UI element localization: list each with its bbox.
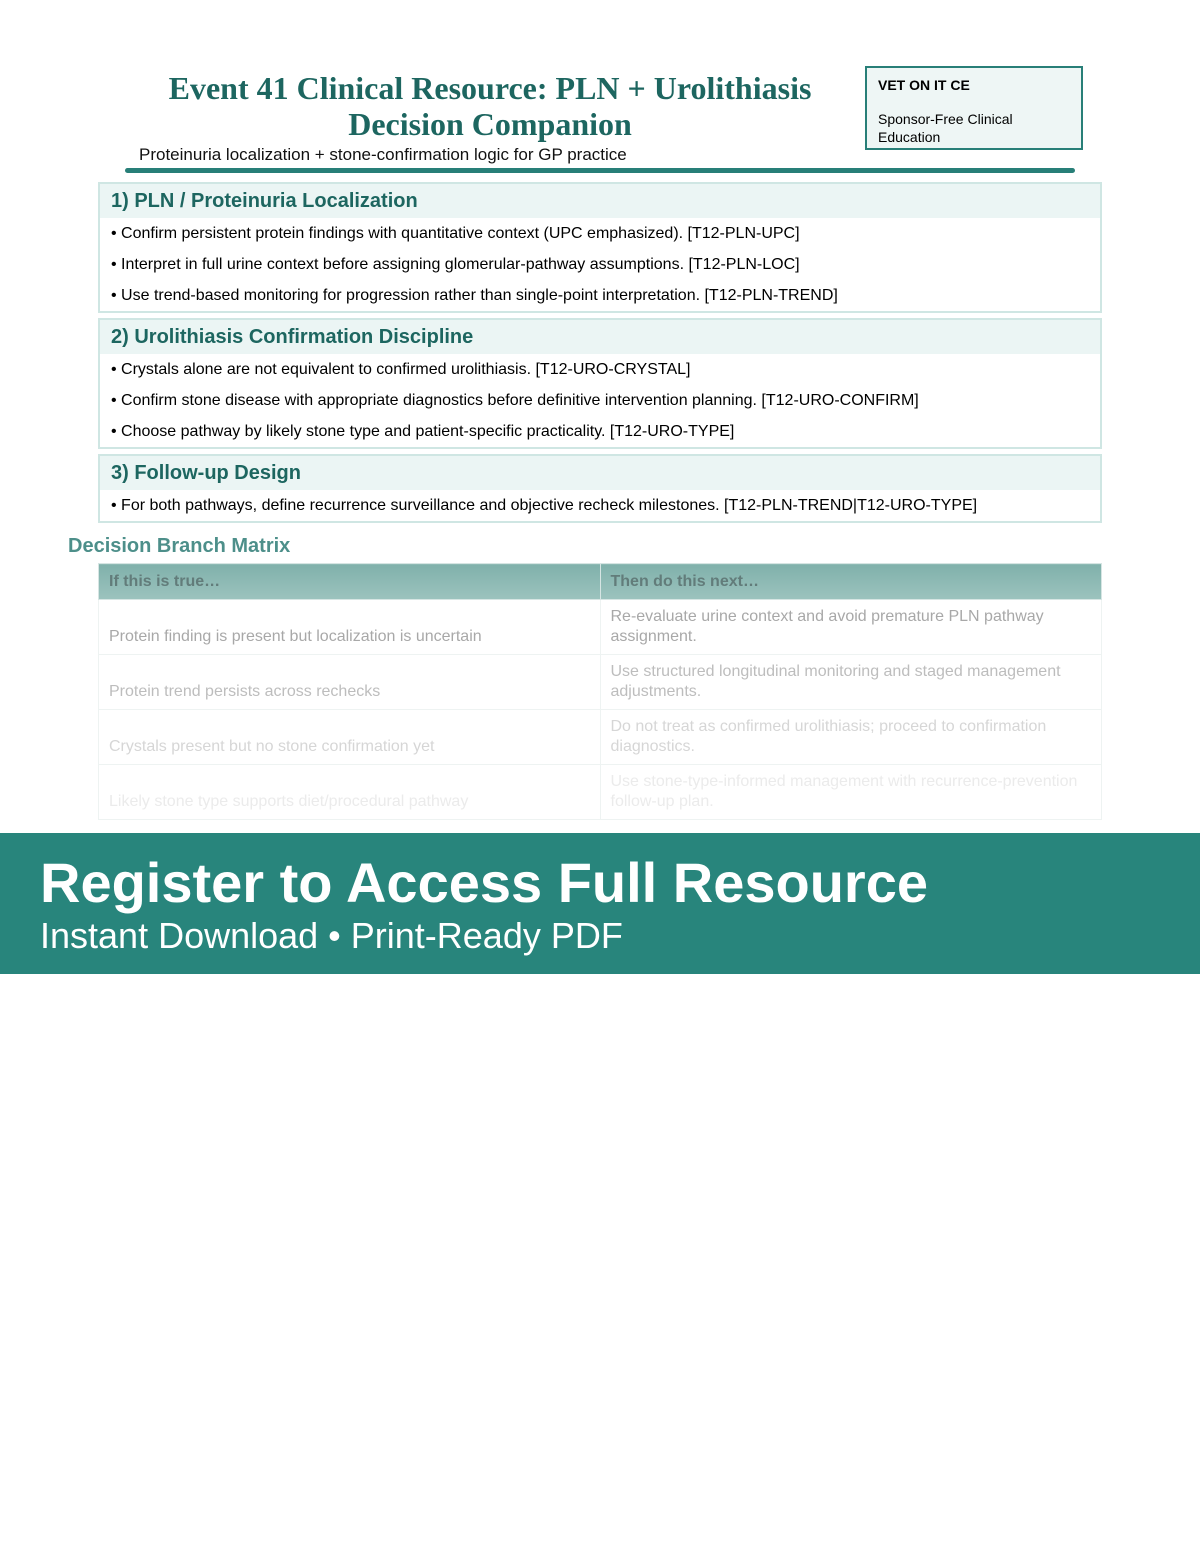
table-cell-condition: Protein finding is present but localization is uncertain	[99, 600, 601, 655]
page-title: Event 41 Clinical Resource: PLN + Urolithiasis Decision Companion	[168, 70, 812, 142]
register-subline: Instant Download • Print-Ready PDF	[40, 915, 623, 956]
column-header-condition: If this is true…	[99, 564, 601, 600]
section-follow-up-design	[98, 454, 1102, 523]
section-urolithiasis-confirmation	[98, 318, 1102, 449]
register-banner[interactable]	[0, 833, 1200, 974]
table-row	[99, 600, 1102, 655]
table-header-row	[99, 564, 1102, 600]
table-cell-condition: Protein trend persists across rechecks	[99, 655, 601, 710]
matrix-title: Decision Branch Matrix	[68, 535, 291, 557]
sponsor-badge	[865, 66, 1083, 150]
section-item: • Crystals alone are not equivalent to confirmed urolithiasis. [T12-URO-CRYSTAL]	[111, 361, 691, 378]
section-heading: 3) Follow-up Design	[100, 456, 1100, 490]
badge-title: VET ON IT CE	[878, 77, 970, 93]
table-cell-action: Do not treat as confirmed urolithiasis; proceed to confirmation diagnostics.	[600, 710, 1102, 765]
section-heading: 1) PLN / Proteinuria Localization	[100, 184, 1100, 218]
table-row	[99, 710, 1102, 765]
page-subtitle: Proteinuria localization + stone-confirmation logic for GP practice	[139, 145, 627, 164]
section-pln-localization	[98, 182, 1102, 313]
section-item: • Interpret in full urine context before assigning glomerular-pathway assumptions. [T12-PLN-LOC]	[111, 256, 800, 273]
table-cell-action: Use structured longitudinal monitoring and staged management adjustments.	[600, 655, 1102, 710]
section-item: • For both pathways, define recurrence surveillance and objective recheck milestones. [T12-PLN-TREND|T12-URO-TYPE]	[111, 497, 978, 514]
badge-text: Sponsor-Free Clinical Education	[878, 111, 1013, 145]
table-row	[99, 655, 1102, 710]
section-item: • Confirm persistent protein findings with quantitative context (UPC emphasized). [T12-PLN-UPC]	[111, 225, 800, 242]
decision-matrix-table	[98, 563, 1102, 820]
section-item: • Choose pathway by likely stone type and patient-specific practicality. [T12-URO-TYPE]	[111, 423, 735, 440]
section-item: • Confirm stone disease with appropriate diagnostics before definitive intervention planning. [T12-URO-CONFIRM]	[111, 392, 919, 409]
table-cell-condition: Likely stone type supports diet/procedural pathway	[99, 765, 601, 820]
table-cell-action: Re-evaluate urine context and avoid premature PLN pathway assignment.	[600, 600, 1102, 655]
section-item: • Use trend-based monitoring for progression rather than single-point interpretation. [T12-PLN-TREND]	[111, 287, 838, 304]
section-heading: 2) Urolithiasis Confirmation Discipline	[100, 320, 1100, 354]
table-row	[99, 765, 1102, 820]
column-header-action: Then do this next…	[600, 564, 1102, 600]
table-cell-action: Use stone-type-informed management with recurrence-prevention follow-up plan.	[600, 765, 1102, 820]
register-headline[interactable]: Register to Access Full Resource	[40, 851, 929, 914]
decision-matrix	[98, 563, 1102, 820]
header-divider	[125, 168, 1075, 173]
table-cell-condition: Crystals present but no stone confirmation yet	[99, 710, 601, 765]
